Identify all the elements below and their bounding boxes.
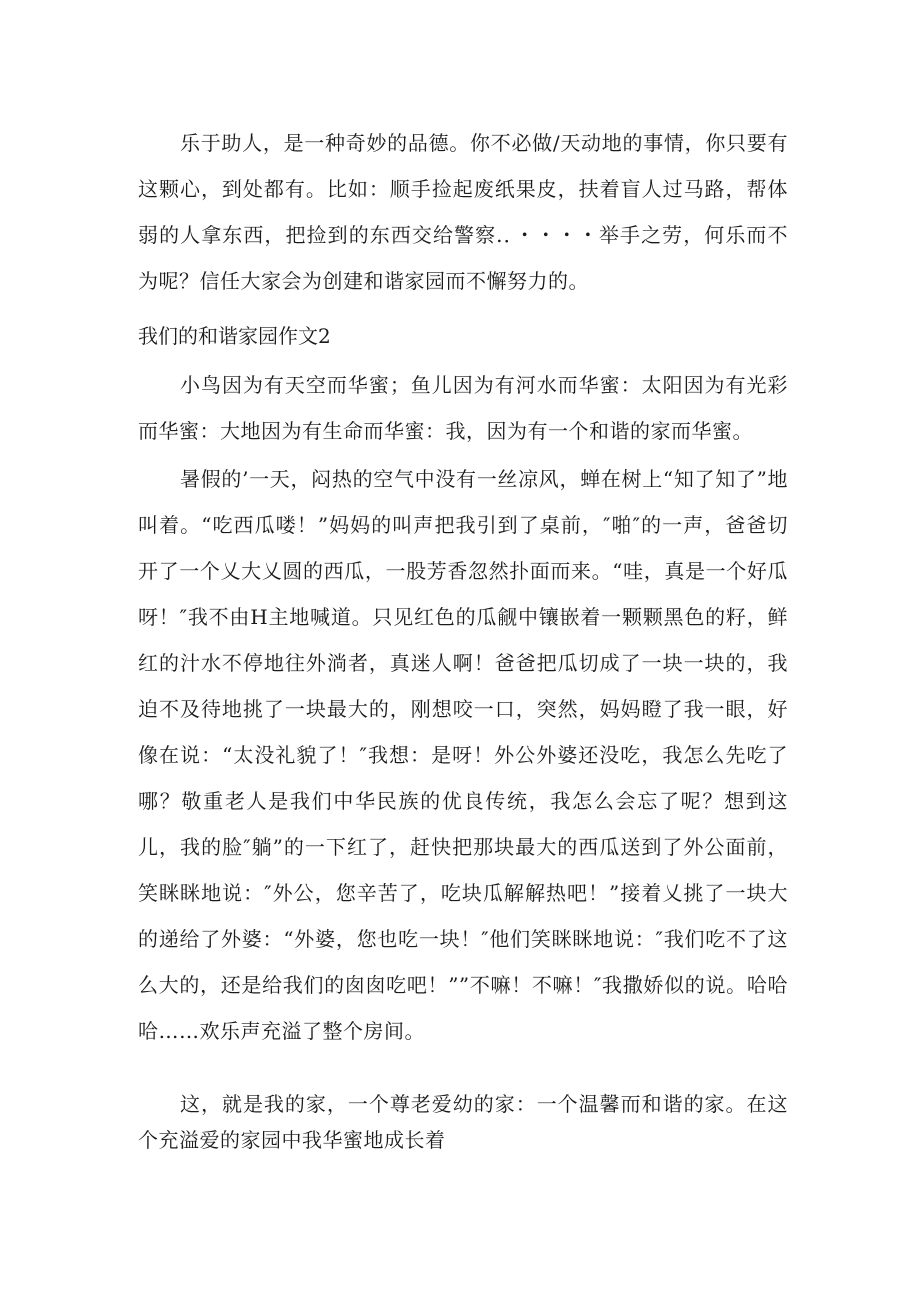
paragraph-helping-others: 乐于助人，是一种奇妙的品德。你不必做/天动地的事情，你只要有这颗心，到处都有。比如：顺手捡起废纸果皮，扶着盲人过马路，帮体弱的人拿东西，把捡到的东西交给警察.．・・・・举手之劳，何乐而不为呢？信任大家会为创建和谐家园而不懈努力的。 (138, 131, 788, 293)
paragraph-happiness: 小鸟因为有天空而华蜜；鱼儿因为有河水而华蜜：太阳因为有光彩而华蜜：大地因为有生命而华蜜：我，因为有一个和谐的家而华蜜。 (138, 373, 788, 443)
essay-heading: 我们的和谐家园作文2 (138, 324, 331, 348)
paragraph-watermelon-story: 暑假的’一天，闷热的空气中没有一丝凉风，蝉在树上“知了知了”地叫着。“吃西瓜喽！”妈妈的叫声把我引到了桌前，″啪″的一声，爸爸切开了一个乂大乂圆的西瓜，一股芳香忽然扑面而来。“哇，真是一个好瓜呀！″我不由H主地喊道。只见红色的瓜觎中镶嵌着一颗颗黑色的籽，鲜红的汁水不停地往外淌者，真迷人啊！爸爸把瓜切成了一块一块的，我迫不及待地挑了一块最大的，刚想咬一口，突然，妈妈瞪了我一眼，好像在说：“太没礼貌了！″我想：是呀！外公外婆还没吃，我怎么先吃了哪？敬重老人是我们中华民族的优良传统，我怎么会忘了呢？想到这儿，我的脸″躺”的一下红了，赶快把那块最大的西瓜送到了外公面前，笑眯眯地说：″外公，您辛苦了，吃块瓜解解热吧！”接着乂挑了一块大的递给了外婆：“外婆，您也吃一块！″他们笑眯眯地说：″我们吃不了这么大的，还是给我们的囱囱吃吧！””不嘛！不嘛！″我撒娇似的说。哈哈哈……欢乐声充溢了整个房间。 (138, 467, 788, 1043)
paragraph-conclusion: 这，就是我的家，一个尊老爱幼的家：一个温馨而和谐的家。在这个充溢爱的家园中我华蜜地成长着 (138, 1092, 788, 1152)
